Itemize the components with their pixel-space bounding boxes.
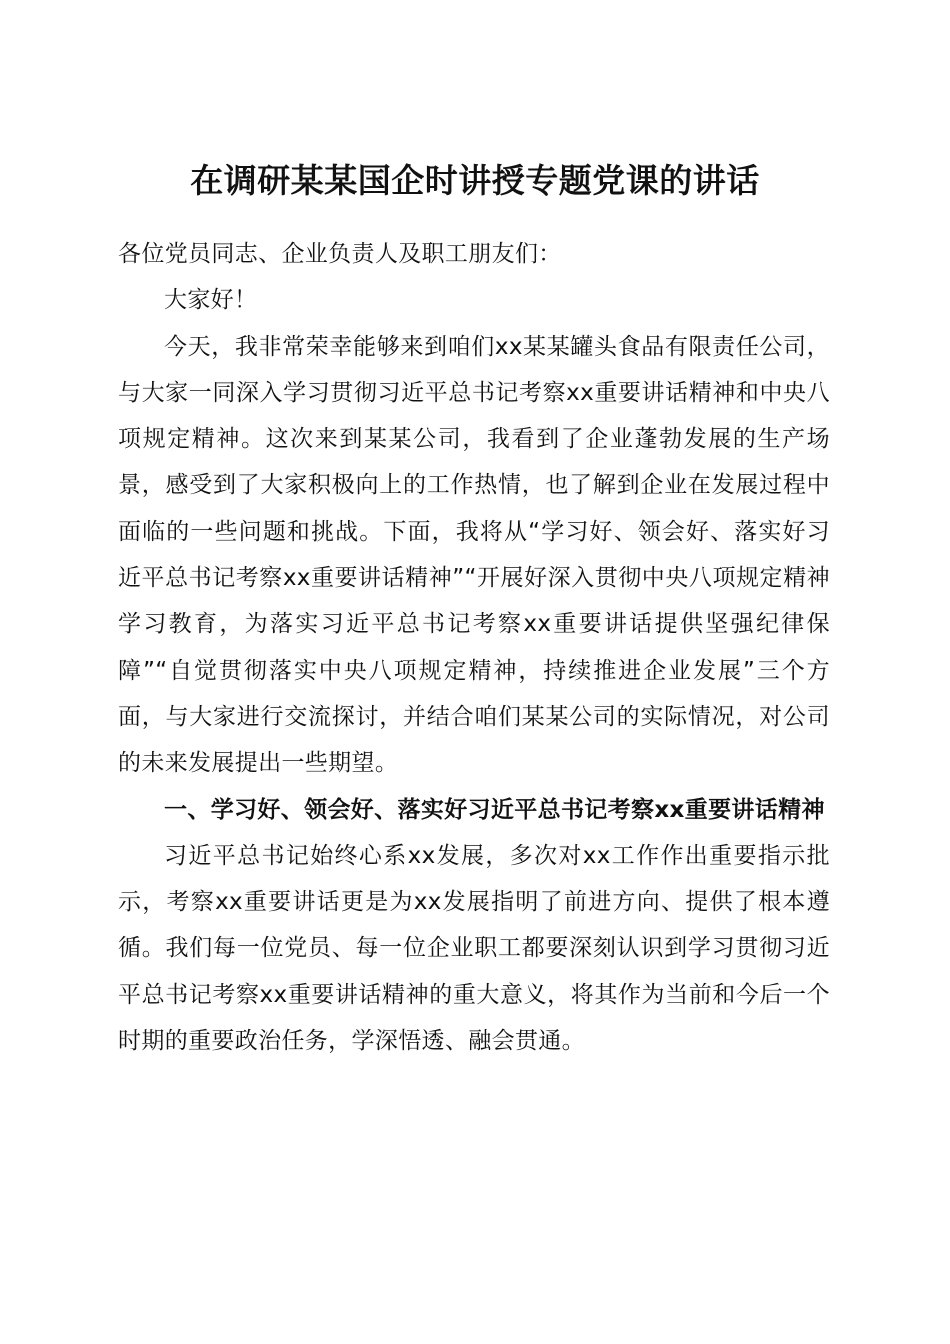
document-title: 在调研某某国企时讲授专题党课的讲话 xyxy=(190,161,760,201)
section-1-paragraph: 习近平总书记始终心系xx发展，多次对xx工作作出重要指示批示，考察xx重要讲话更是为xx发展指明了前进方向、提供了根本遵循。我们每一位党员、每一位企业职工都要深刻认识到学习贯彻习近平总书记考察xx重要讲话精神的重大意义，将其作为当前和今后一个时期的重要政治任务，学深悟透、融会贯通。 xyxy=(118,842,830,1055)
section-1-heading: 一、学习好、领会好、落实好习近平总书记考察xx重要讲话精神 xyxy=(164,796,825,823)
salutation: 各位党员同志、企业负责人及职工朋友们： xyxy=(118,241,562,267)
intro-paragraph: 今天，我非常荣幸能够来到咱们xx某某罐头食品有限责任公司，与大家一同深入学习贯彻习近平总书记考察xx重要讲话精神和中央八项规定精神。这次来到某某公司，我看到了企业蓬勃发展的生产场景，感受到了大家积极向上的工作热情，也了解到企业在发展过程中面临的一些问题和挑战。下面，我将从“学习好、领会好、落实好习近平总书记考察xx重要讲话精神”“开展好深入贯彻中央八项规定精神学习教育，为落实习近平总书记考察xx重要讲话提供坚强纪律保障”“自觉贯彻落实中央八项规定精神，持续推进企业发展”三个方面，与大家进行交流探讨，并结合咱们某某公司的实际情况，对公司的未来发展提出一些期望。 xyxy=(118,333,830,777)
greeting: 大家好！ xyxy=(164,287,258,314)
document-body xyxy=(118,231,830,1064)
